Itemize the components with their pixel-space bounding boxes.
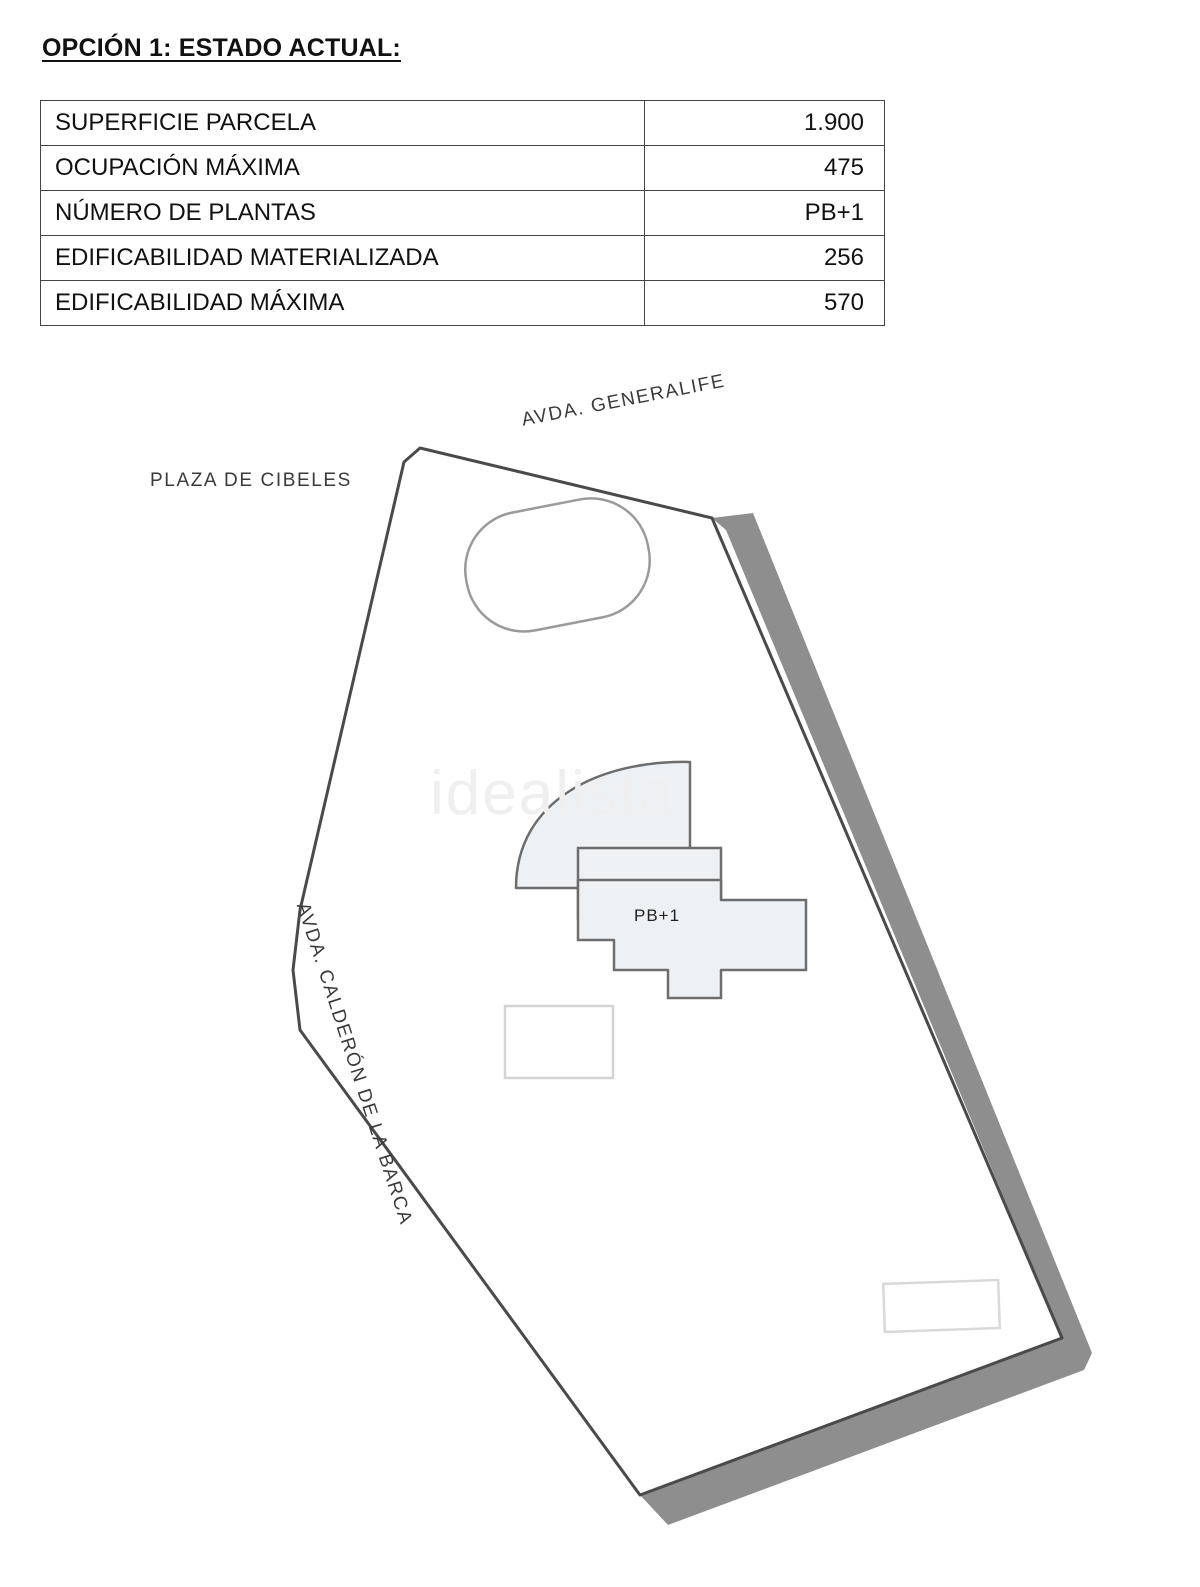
building-annex-outline: [505, 1006, 613, 1078]
building-floors-label: PB+1: [634, 906, 681, 925]
table-row: [41, 281, 885, 326]
street-label-plaza-cibeles: PLAZA DE CIBELES: [150, 470, 352, 491]
site-plan-drawing: [0, 370, 1200, 1580]
table-row: [41, 101, 885, 146]
table-row: [41, 146, 885, 191]
row-label: OCUPACIÓN MÁXIMA: [41, 146, 645, 191]
table-row: [41, 236, 885, 281]
table-row: [41, 191, 885, 236]
row-value: 475: [645, 146, 885, 191]
row-label: SUPERFICIE PARCELA: [41, 101, 645, 146]
row-label: NÚMERO DE PLANTAS: [41, 191, 645, 236]
row-value: 570: [645, 281, 885, 326]
outbuilding-rect: [883, 1280, 1000, 1332]
row-label: EDIFICABILIDAD MATERIALIZADA: [41, 236, 645, 281]
street-label-avda-calderon: AVDA. CALDERÓN DE LA BARCA: [292, 900, 417, 1228]
row-value: 256: [645, 236, 885, 281]
row-label: EDIFICABILIDAD MÁXIMA: [41, 281, 645, 326]
plot-svg: [0, 370, 1200, 1580]
row-value: 1.900: [645, 101, 885, 146]
watermark-text: idealista: [430, 759, 676, 828]
street-label-avda-generalife: AVDA. GENERALIFE: [520, 370, 728, 431]
row-value: PB+1: [645, 191, 885, 236]
page-title: OPCIÓN 1: ESTADO ACTUAL:: [42, 34, 401, 62]
parcel-data-table: [40, 100, 885, 326]
